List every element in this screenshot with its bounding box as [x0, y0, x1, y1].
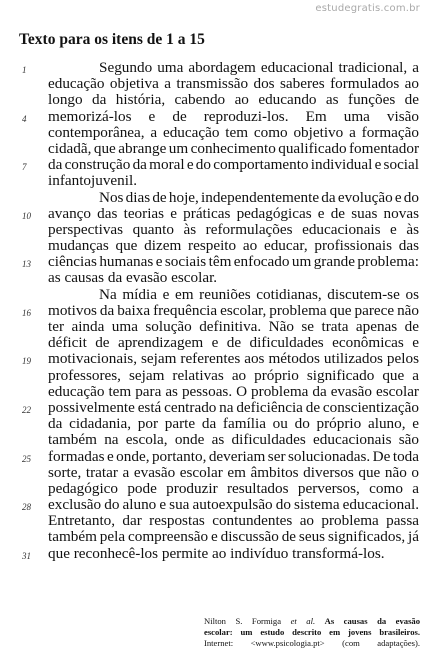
line-text: avanço das teorias e práticas pedagógicas e de suas novas — [48, 204, 419, 222]
passage-line — [0, 481, 424, 497]
passage-line — [0, 92, 424, 108]
citation-line-1 — [204, 616, 420, 627]
passage-line — [0, 125, 424, 141]
line-number: 1 — [22, 65, 27, 75]
passage-line — [0, 287, 424, 303]
citation-source-note: (com adaptações). — [342, 638, 420, 648]
citation-line-3 — [204, 638, 420, 649]
passage-line — [0, 465, 424, 481]
passage-line — [0, 60, 424, 76]
line-text: da construção da moral e do comportamento individual e social — [48, 156, 419, 174]
line-text: motivos da baixa frequência escolar, problema que parece não — [48, 301, 419, 319]
line-number: 10 — [22, 210, 31, 221]
citation-et-al: et al. — [290, 616, 316, 626]
passage-line — [0, 351, 424, 367]
passage-line — [0, 270, 424, 286]
line-text: as causas da evasão escolar. — [48, 269, 218, 287]
line-text: exclusão do aluno e sua autoexpulsão do sistema educacional. — [48, 496, 419, 514]
passage-line — [0, 529, 424, 545]
line-text: também na escola, onde as dificuldades educacionais são — [48, 431, 419, 449]
passage-line — [0, 513, 424, 529]
passage-line — [0, 368, 424, 384]
passage-line — [0, 222, 424, 238]
line-number: 7 — [22, 162, 27, 173]
site-watermark: estudegratis.com.br — [315, 3, 420, 14]
line-text: cidadã, que abrange um conhecimento qualificado fomentador — [48, 139, 419, 157]
passage-line — [0, 449, 424, 465]
line-text: longo da história, cabendo ao educando as funções de — [48, 91, 419, 109]
passage-line — [0, 238, 424, 254]
passage-line — [0, 400, 424, 416]
line-text: déficit de aprendizagem e de dificuldades econômicas e — [48, 334, 419, 352]
line-text: motivacionais, sejam referentes aos métodos utilizados pelos — [48, 350, 419, 368]
line-text: sorte, tratar a evasão escolar em âmbitos diversos que não o — [48, 463, 419, 481]
citation-line-2 — [204, 627, 420, 638]
line-text: memorizá-los e de reproduzi-los. Em uma visão — [48, 107, 419, 125]
line-text: ter ainda uma solução definitiva. Não se trata apenas de — [48, 318, 419, 335]
passage-line — [0, 546, 424, 562]
citation-author: Nilton S. Formiga — [204, 616, 282, 626]
passage-line — [0, 157, 424, 173]
source-citation — [204, 616, 420, 649]
line-text: contemporânea, a educação tem como objetivo a formação — [48, 123, 419, 141]
passage-line — [0, 303, 424, 319]
citation-title-part1: As causas da evasão — [324, 616, 421, 626]
line-text: Na mídia e em reuniões cotidianas, discutem-se os — [99, 285, 419, 303]
passage-line — [0, 76, 424, 92]
line-text: da cidadania, por parte da família ou do próprio aluno, e — [48, 415, 419, 433]
line-text: perspectivas quanto às reformulações educacionais e às — [48, 220, 419, 238]
passage-line — [0, 319, 424, 335]
line-number: 28 — [22, 502, 31, 513]
line-text: educação tem para as pessoas. O problema da evasão escolar — [48, 382, 419, 400]
passage-line — [0, 416, 424, 432]
passage-line — [0, 190, 424, 206]
line-text: professores, sejam relativas ao próprio significado que a — [48, 366, 419, 384]
line-text: Segundo uma abordagem educacional tradicional, a — [99, 59, 419, 76]
line-text: Entretanto, dar respostas contundentes ao problema passa — [48, 512, 419, 530]
line-number: 19 — [22, 356, 31, 367]
line-number: 13 — [22, 259, 31, 270]
line-text: possivelmente está centrado na deficiência de conscientização — [48, 398, 419, 416]
line-number: 31 — [22, 550, 31, 561]
passage-line — [0, 173, 424, 189]
line-number: 22 — [22, 404, 31, 415]
citation-source: Internet: <www.psicologia.pt> — [204, 638, 325, 648]
passage-line — [0, 206, 424, 222]
line-text: pedagógico pode produzir resultados perversos, como a — [48, 479, 419, 497]
passage-line — [0, 109, 424, 125]
line-text: educação objetiva a transmissão dos saberes formulados ao — [48, 75, 419, 93]
line-text: ciências humanas e sociais têm enfocado um grande problema: — [48, 253, 419, 271]
section-heading: Texto para os itens de 1 a 15 — [19, 31, 205, 48]
line-text: mudanças que dizem respeito ao educar, profissionais das — [48, 237, 419, 255]
citation-title-part2: escolar: um estudo descrito em jovens brasileiros. — [204, 627, 420, 637]
line-number: 25 — [22, 453, 31, 464]
passage-line — [0, 254, 424, 270]
line-text: que reconhecê-los permite ao indivíduo transformá-los. — [48, 544, 385, 562]
passage-line — [0, 335, 424, 351]
line-text: também pela compreensão e discussão de seus significados, já — [48, 528, 419, 546]
passage-line — [0, 497, 424, 513]
line-number: 4 — [22, 113, 27, 124]
passage-line — [0, 141, 424, 157]
line-number: 16 — [22, 307, 31, 318]
line-text: infantojuvenil. — [48, 172, 137, 190]
passage-text — [0, 60, 424, 562]
passage-line — [0, 384, 424, 400]
passage-line — [0, 432, 424, 448]
line-text: Nos dias de hoje, independentemente da evolução e do — [99, 188, 419, 206]
line-text: formadas e onde, portanto, deveriam ser solucionadas. De toda — [48, 447, 419, 465]
